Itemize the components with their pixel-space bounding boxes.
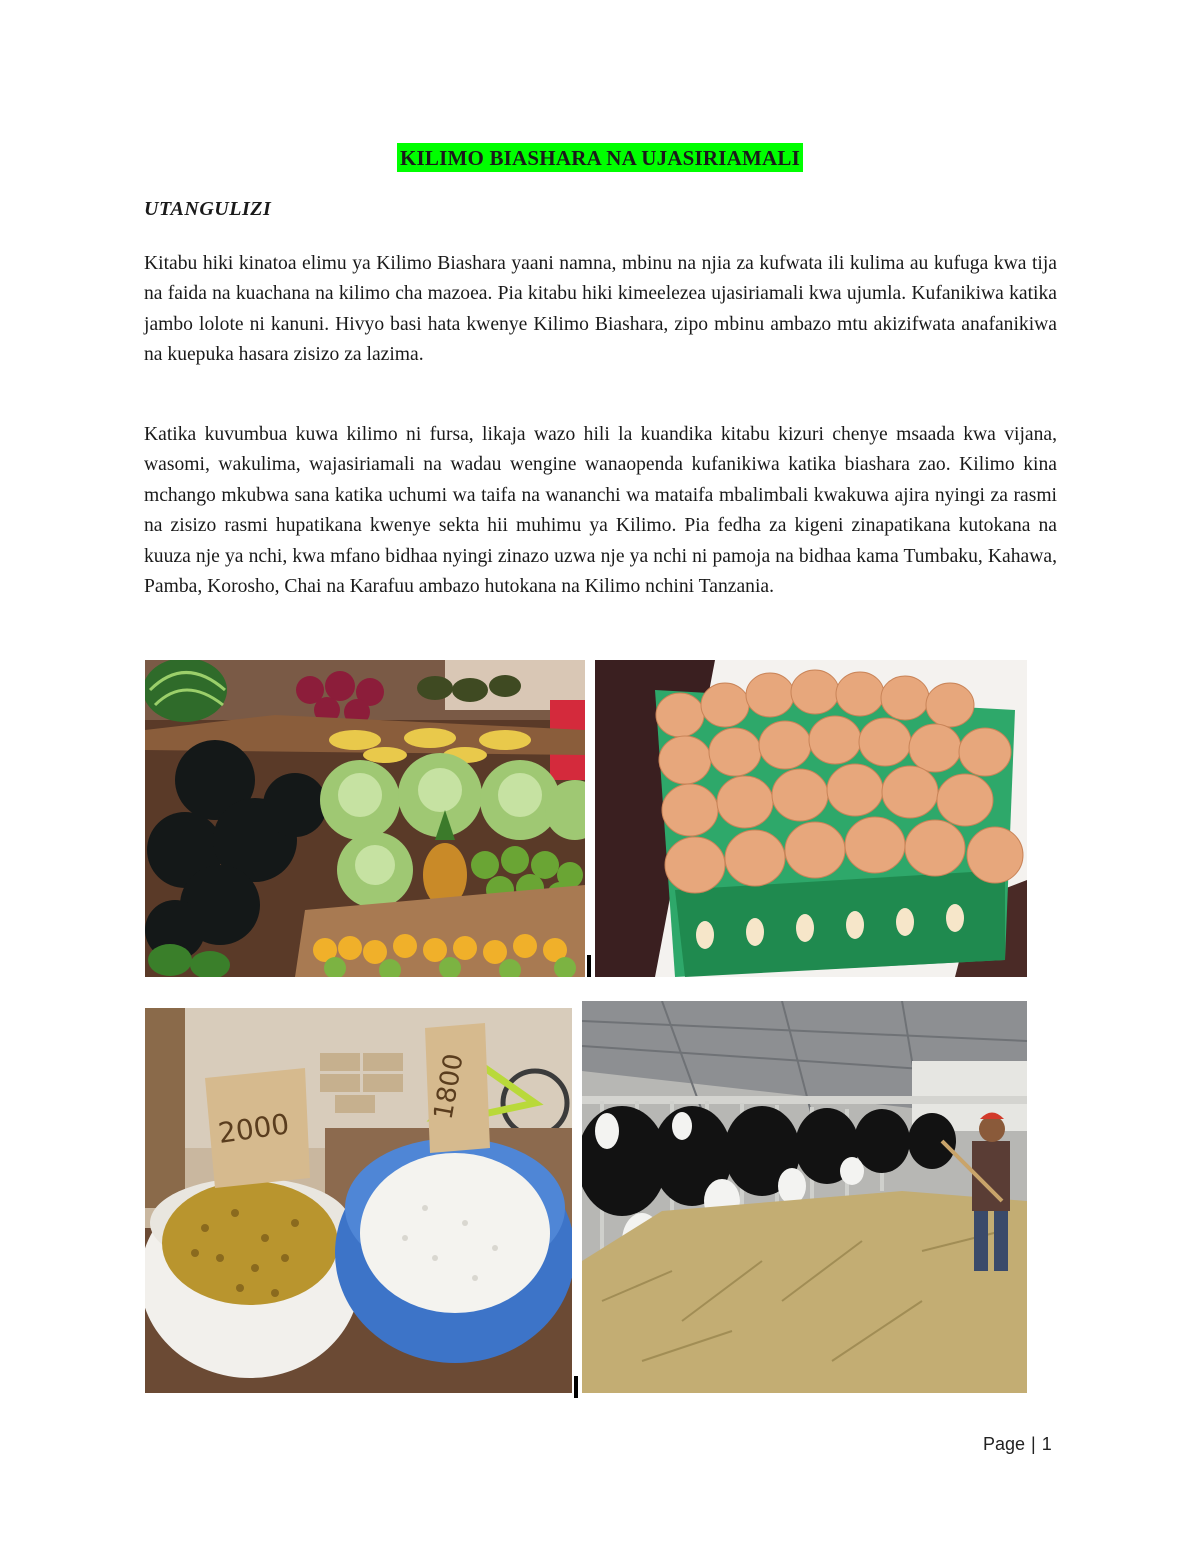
rice-price-tag: 1800 [428, 1051, 470, 1122]
grains-bowls-photo [145, 1008, 572, 1393]
page-footer [983, 1434, 1052, 1455]
paragraph-2: Katika kuvumbua kuwa kilimo ni fursa, likaja wazo hili la kuandika kitabu kizuri chenye msaada kwa vijana, wasomi, wakulima, wajasiriamali na wadau wengine wanaopenda kufanikiwa katika biashara zao. Kilimo kina mchango mkubwa sana katika uchumi wa taifa na wananchi wa mataifa mbalimbali kwakuwa ajira nyingi za rasmi na zisizo rasmi hupatikana kwenye sekta hii muhimu ya Kilimo. Pia fedha za kigeni zinapatikana kutokana na kuuza nje ya nchi, kwa mfano bidhaa nyingi zinazo uzwa nje ya nchi ni pamoja na bidhaa kama Tumbaku, Kahawa, Pamba, Korosho, Chai na Karafuu ambazo hutokana na Kilimo nchini Tanzania. [144, 424, 1057, 598]
title-wrap [0, 143, 1200, 172]
dairy-cows-photo [582, 1001, 1027, 1393]
beans-price-tag: 2000 [216, 1107, 292, 1150]
page-separator: | [1031, 1434, 1036, 1454]
eggs-tray-photo [595, 660, 1027, 977]
page-number: 1 [1041, 1434, 1052, 1454]
image-marker-1 [587, 955, 591, 977]
section-heading: UTANGULIZI [144, 198, 272, 220]
document-title: KILIMO BIASHARA NA UJASIRIAMALI [397, 143, 803, 172]
market-produce-photo [145, 660, 585, 977]
image-marker-2 [574, 1376, 578, 1398]
page-label: Page [983, 1434, 1026, 1454]
paragraph-1: Kitabu hiki kinatoa elimu ya Kilimo Biashara yaani namna, mbinu na njia za kufwata ili kulima au kufuga kwa tija na faida na kuachana na kilimo cha mazoea. Pia kitabu hiki kimeelezea ujasiriamali kwa ujumla. Kufanikiwa katika jambo lolote ni kanuni. Hivyo basi hata kwenye Kilimo Biashara, zipo mbinu ambazo mtu akizifwata anafanikiwa na kuepuka hasara zisizo za lazima. [144, 253, 1057, 366]
